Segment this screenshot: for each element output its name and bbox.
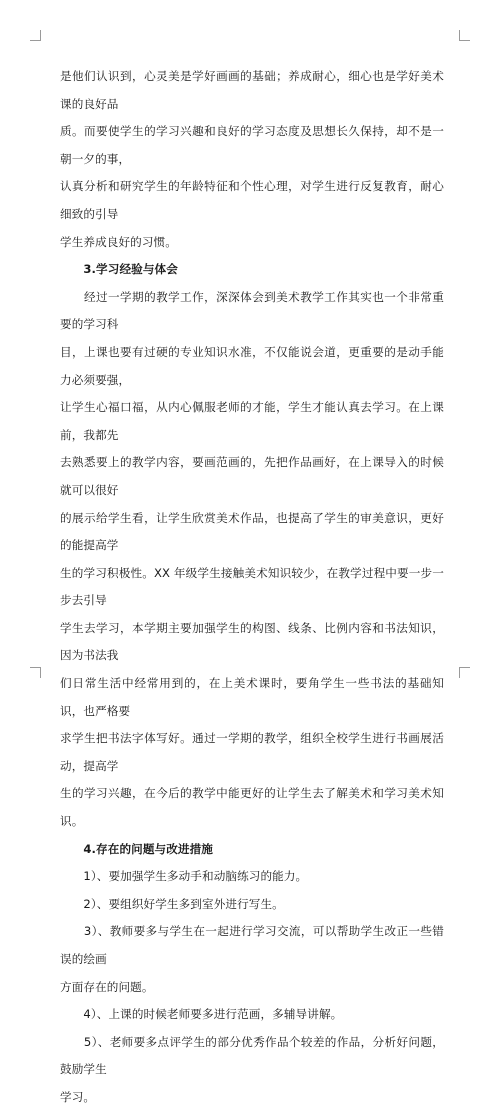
- list-item-5: 5）、老师要多点评学生的部分优秀作品个较差的作品，分析好问题，鼓励学生 学习。: [60, 1034, 444, 1104]
- section-heading-4: 4.存在的问题与改进措施: [60, 841, 213, 856]
- section-heading-3: 3.学习经验与体会: [60, 262, 178, 277]
- crop-mark-bottom-left: [30, 667, 41, 678]
- list-item-2: 2）、要组织好学生多到室外进行写生。: [60, 896, 284, 911]
- crop-mark-top-right: [459, 30, 470, 41]
- document-body: [60, 63, 444, 1112]
- crop-mark-bottom-right: [459, 667, 470, 678]
- paragraph-experience: 经过一学期的教学工作，深深体会到美术教学工作其实也一个非常重要的学习科 目，上课也要有过硬的专业知识水准，不仅能说会道，更重要的是动手能力必须要强， 让学生心福口福，从内心佩服老师的才能，学生才能认真去学习。在上课前，我都先 去熟悉要上的教学内容，要画范画的，先把作品画好，在上课导入的时候就可以很好 的展示给学生看，让学生欣赏美术作品，也提高了学生的审美意识，更好的能提高学 生的学习积极性。XX 年级学生接触美术知识较少，在教学过程中要一步一步去引导 学生去学习，本学期主要加强学生的构图、线条、比例内容和书法知识，因为书法我 们日常生活中经常用到的，在上美术课时，要角学生一些书法的基础知识，也严格要 求学生把书法字体写好。通过一学期的教学，组织全校学生进行书画展活动，提高学 生的学习兴趣，在今后的教学中能更好的让学生去了解美术和学习美术知识。: [60, 289, 444, 829]
- list-item-1: 1）、要加强学生多动手和动脑练习的能力。: [60, 869, 308, 884]
- paragraph-intro: 是他们认识到，心灵美是学好画画的基础；养成耐心，细心也是学好美术课的良好品 质。而要使学生的学习兴趣和良好的学习态度及思想长久保持，却不是一朝一夕的事， 认真分析和研究学生的年龄特征和个性心理，对学生进行反复教育，耐心细致的引导 学生养成良好的习惯。: [60, 69, 444, 249]
- list-item-4: 4）、上课的时候老师要多进行范画，多辅导讲解。: [60, 1007, 343, 1022]
- list-item-3: 3）、教师要多与学生在一起进行学习交流，可以帮助学生改正一些错误的绘画 方面存在的问题。: [60, 924, 444, 994]
- crop-mark-top-left: [30, 30, 41, 41]
